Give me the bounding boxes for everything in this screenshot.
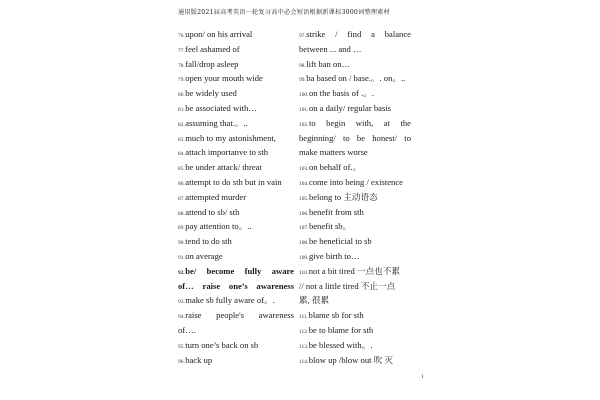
phrase-entry: 96.back up bbox=[178, 354, 213, 365]
phrase-entry: 102.to begin with, at the bbox=[299, 117, 411, 128]
phrase-entry: 77.feel ashamed of bbox=[178, 43, 240, 54]
phrase-entry: 82.assuming that.。.. bbox=[178, 117, 248, 128]
phrase-entry: 95.turn one’s back on sb bbox=[178, 339, 259, 350]
phrase-entry: 101.on a daily/ regular basis bbox=[299, 103, 392, 113]
phrase-entry: 76.upon/ on his arrival bbox=[178, 29, 253, 39]
phrase-entry: 105.belong to 主动语态 bbox=[299, 191, 378, 202]
phrase-entry: 108.be beneficial to sb bbox=[299, 236, 372, 247]
phrase-entry: 111.blame sb for sth bbox=[299, 310, 364, 321]
phrase-entry: 110.not a bit tired 一点也不累 bbox=[299, 265, 400, 276]
phrase-entry-continued: make matters worse bbox=[299, 147, 368, 158]
phrase-entry: 93.make sb fully aware of。. bbox=[178, 295, 275, 306]
phrase-entry: 99.ba based on / base.。. on。.. bbox=[299, 73, 406, 84]
phrase-entry: 112.be to blame for sth bbox=[299, 325, 374, 335]
phrase-entry-continued: between ... and … bbox=[299, 43, 362, 54]
page-number: 1 bbox=[421, 374, 424, 380]
phrase-entry: 87.attempted murder bbox=[178, 191, 247, 202]
phrase-entry-continued: of…. bbox=[178, 325, 196, 335]
phrase-entry-continued: // not a little tired 不止一点 bbox=[299, 280, 396, 291]
phrase-entry: 81.be associated with… bbox=[178, 103, 257, 113]
phrase-entry: 114.blow up /blow out 吹 灭 bbox=[299, 354, 394, 365]
phrase-entry: 97.strike / find a balance bbox=[299, 29, 411, 39]
phrase-entry: 88.attend to sb/ sth bbox=[178, 206, 240, 217]
phrase-entry: 86.attempt to do sth but in vain bbox=[178, 177, 282, 187]
phrase-entry: 90.tend to do sth bbox=[178, 236, 232, 247]
phrase-entry-continued: beginning/ to be honest/ to bbox=[299, 132, 411, 143]
phrase-entry: 113.be blessed with。. bbox=[299, 339, 373, 350]
phrase-entry: 89.pay attention to。.. bbox=[178, 221, 252, 232]
phrase-entry: 78.fall/drop asleep bbox=[178, 58, 239, 69]
phrase-entry-continued: 累, 很累 bbox=[299, 295, 330, 306]
phrase-entry: 103.on behalf of.。 bbox=[299, 162, 362, 173]
phrase-entry: 83.much to my astonishment, bbox=[178, 132, 276, 143]
phrase-entry: 85.be under attack/ threat bbox=[178, 162, 262, 173]
page-header: 通用版2021届高考英语一轮复习高中必会短语根据新课标3000词整理素材 bbox=[178, 9, 390, 16]
phrase-entry: 104.come into being / existence bbox=[299, 177, 403, 187]
phrase-entry: 80.be widely used bbox=[178, 88, 237, 99]
phrase-entry: 79.open your mouth wide bbox=[178, 73, 263, 84]
phrase-entry-highlighted: 92.be/ become fully aware bbox=[178, 265, 294, 276]
phrase-entry: 98.lift ban on… bbox=[299, 58, 351, 69]
phrase-entry: 109.give birth to… bbox=[299, 251, 360, 261]
phrase-entry: 84.attach importanve to sth bbox=[178, 147, 269, 158]
phrase-entry: 106.benefit from sth bbox=[299, 206, 364, 217]
phrase-entry: 91.on average bbox=[178, 251, 223, 261]
phrase-entry-highlighted-continued: of… raise one’s awareness bbox=[178, 280, 294, 291]
phrase-entry: 100.on the basis of .。. bbox=[299, 88, 374, 99]
phrase-entry: 94.raise people's awareness bbox=[178, 310, 294, 321]
phrase-entry: 107.benefit sb。 bbox=[299, 221, 352, 232]
